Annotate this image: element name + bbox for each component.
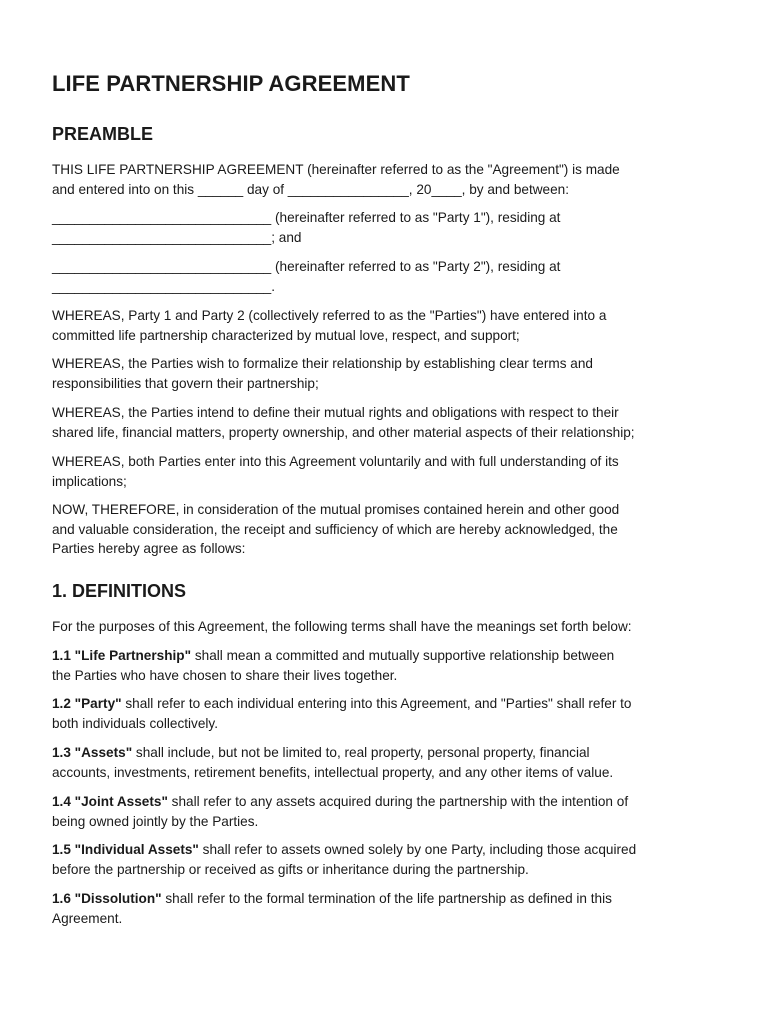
preamble-heading: PREAMBLE bbox=[52, 124, 154, 144]
text-line: shared life, financial matters, property ownership, and other material aspects of their relationship; bbox=[52, 424, 635, 440]
text-line: both individuals collectively. bbox=[52, 715, 218, 731]
text-line: before the partnership or received as gifts or inheritance during the partnership. bbox=[52, 861, 529, 877]
definition-term: 1.4 "Joint Assets" bbox=[52, 794, 168, 809]
text-line: committed life partnership characterized by mutual love, respect, and support; bbox=[52, 327, 520, 343]
party2-paragraph bbox=[52, 257, 724, 296]
text-line: WHEREAS, both Parties enter into this Agreement voluntarily and with full understanding of its bbox=[52, 454, 619, 469]
text-line bbox=[52, 743, 724, 763]
text-line: _____________________________; and bbox=[52, 229, 302, 245]
text-line: Parties hereby agree as follows: bbox=[52, 541, 246, 556]
therefore-paragraph bbox=[52, 500, 724, 559]
text-line: _____________________________ (hereinafter referred to as "Party 1"), residing at bbox=[52, 210, 561, 225]
definitions-intro bbox=[52, 617, 724, 637]
text-line: accounts, investments, retirement benefits, intellectual property, and any other items of value. bbox=[52, 764, 614, 780]
text-line: _____________________________ (hereinafter referred to as "Party 2"), residing at bbox=[52, 259, 561, 274]
definition-text: shall mean a committed and mutually supportive relationship between bbox=[191, 648, 615, 663]
definition-term: 1.5 "Individual Assets" bbox=[52, 842, 199, 857]
definition-term: 1.6 "Dissolution" bbox=[52, 891, 162, 906]
text-line bbox=[52, 792, 724, 812]
text-line: being owned jointly by the Parties. bbox=[52, 813, 259, 829]
text-line bbox=[52, 694, 724, 714]
definition-text: shall include, but not be limited to, real property, personal property, financial bbox=[132, 745, 590, 760]
text-line: responsibilities that govern their partnership; bbox=[52, 375, 319, 391]
text-line bbox=[52, 889, 724, 909]
text-line: For the purposes of this Agreement, the following terms shall have the meanings set forth below: bbox=[52, 619, 632, 634]
text-line: and entered into on this ______ day of ________________, 20____, by and between: bbox=[52, 181, 570, 197]
preamble-intro-paragraph bbox=[52, 160, 724, 199]
definition-text: shall refer to assets owned solely by one Party, including those acquired bbox=[198, 842, 637, 857]
definition-text: shall refer to the formal termination of the life partnership as defined in this bbox=[161, 891, 612, 906]
definition-item bbox=[52, 889, 724, 928]
definition-item bbox=[52, 694, 724, 733]
definition-item bbox=[52, 840, 724, 879]
definition-text: shall refer to any assets acquired during the partnership with the intention of bbox=[167, 794, 629, 809]
text-line: _____________________________. bbox=[52, 278, 276, 294]
text-line: WHEREAS, the Parties intend to define their mutual rights and obligations with respect to their bbox=[52, 405, 619, 420]
definition-item bbox=[52, 792, 724, 831]
whereas-paragraph-2 bbox=[52, 354, 724, 393]
text-line: WHEREAS, Party 1 and Party 2 (collectively referred to as the "Parties") have entered into a bbox=[52, 308, 607, 323]
definitions-heading: 1. DEFINITIONS bbox=[52, 581, 187, 601]
definition-term: 1.3 "Assets" bbox=[52, 745, 133, 760]
text-line bbox=[52, 840, 724, 860]
party1-paragraph bbox=[52, 208, 724, 247]
whereas-paragraph-1 bbox=[52, 306, 724, 345]
text-line bbox=[52, 646, 724, 666]
text-line: NOW, THEREFORE, in consideration of the mutual promises contained herein and other good bbox=[52, 502, 620, 517]
text-line: the Parties who have chosen to share their lives together. bbox=[52, 667, 398, 683]
definition-item bbox=[52, 743, 724, 782]
document-title: LIFE PARTNERSHIP AGREEMENT bbox=[52, 71, 410, 96]
whereas-paragraph-4 bbox=[52, 452, 724, 491]
definition-text: shall refer to each individual entering into this Agreement, and "Parties" shall refer to bbox=[121, 696, 632, 711]
definition-term: 1.1 "Life Partnership" bbox=[52, 648, 192, 663]
text-line: implications; bbox=[52, 473, 127, 489]
whereas-paragraph-3 bbox=[52, 403, 724, 442]
definition-term: 1.2 "Party" bbox=[52, 696, 122, 711]
text-line: WHEREAS, the Parties wish to formalize their relationship by establishing clear terms and bbox=[52, 356, 593, 371]
text-line: Agreement. bbox=[52, 910, 123, 926]
definition-item bbox=[52, 646, 724, 685]
text-line: and valuable consideration, the receipt and sufficiency of which are hereby acknowledged, the bbox=[52, 521, 618, 537]
text-line: THIS LIFE PARTNERSHIP AGREEMENT (hereinafter referred to as the "Agreement") is made bbox=[52, 162, 620, 177]
